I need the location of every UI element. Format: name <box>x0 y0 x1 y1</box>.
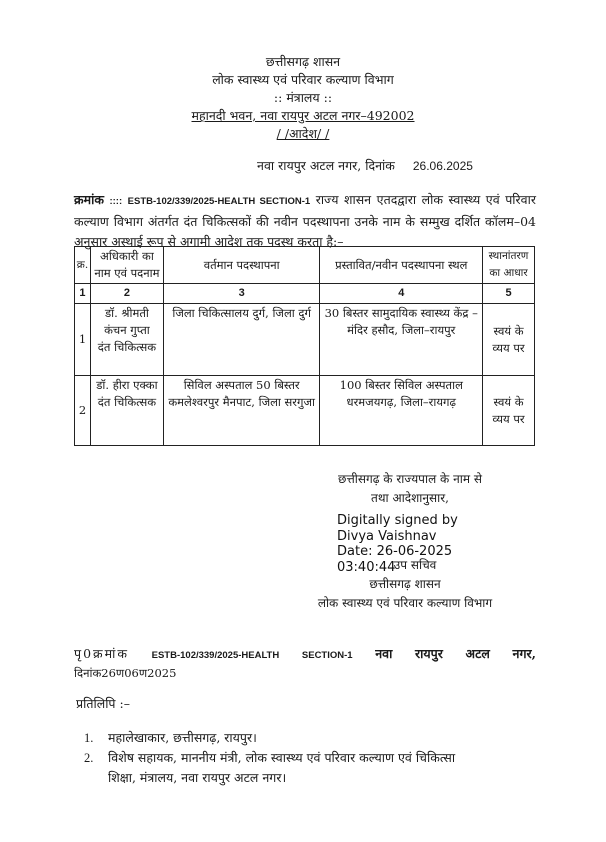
dateline-place: नवा रायपुर अटल नगर, दिनांक <box>257 158 395 173</box>
header-ministry: :: मंत्रालय :: <box>273 90 333 105</box>
cell-sno: 1 <box>75 304 91 376</box>
signatory-government: छत्तीसगढ़ शासन <box>369 577 441 591</box>
dateline-date: 26.06.2025 <box>412 159 473 173</box>
endorsement-place-3: अटल <box>465 646 490 661</box>
column-number: 3 <box>163 284 320 304</box>
signatory-designation: उप सचिव <box>393 558 437 572</box>
column-number: 1 <box>75 284 91 304</box>
cell-basis: स्वयं के व्यय पर <box>483 304 535 376</box>
header-order-title <box>0 124 606 144</box>
posting-table <box>74 246 535 446</box>
signatory-department: लोक स्वास्थ्य एवं परिवार कल्याण विभाग <box>317 596 493 610</box>
list-item-text: महालेखाकार, छत्तीसगढ़, रायपुर। <box>108 730 257 745</box>
officer-name: डॉ. हीरा एक्का <box>96 378 158 392</box>
order-reference: ESTB-102/339/2025-HEALTH SECTION-1 <box>127 196 311 207</box>
header-sno: क्र. <box>75 247 91 284</box>
endorsement-date-text: दिनांक26ण06ण2025 <box>74 666 177 680</box>
endorsement-line <box>74 645 536 665</box>
table-header-row <box>75 247 535 284</box>
authority-block <box>290 470 530 508</box>
list-item-continuation: शिक्षा, मंत्रालय, नवा रायपुर अटल नगर। <box>108 770 287 785</box>
signature-line-2: Divya Vaishnav <box>337 528 437 544</box>
list-item-number: 2. <box>84 751 94 765</box>
copy-to-label: प्रतिलिपि :– <box>76 696 130 711</box>
order-paragraph <box>74 190 536 252</box>
column-number: 4 <box>320 284 483 304</box>
signature-line-4: 03:40:44 <box>337 559 396 575</box>
endorsement-place-2: रायपुर <box>415 646 443 661</box>
officer-name: डॉ. श्रीमती कंचन गुप्ता <box>104 306 150 337</box>
endorsement-label: पृ0क्रमांक <box>74 646 129 661</box>
address-text: महानदी भवन, नवा रायपुर अटल नगर–492002 <box>191 108 415 123</box>
table-row <box>75 376 535 446</box>
cell-current-posting: सिविल अस्पताल 50 बिस्तर कमलेश्वरपुर मैनपाट, जिला सरगुजा <box>163 376 320 446</box>
cell-current-posting: जिला चिकित्सालय दुर्ग, जिला दुर्ग <box>163 304 320 376</box>
column-number: 2 <box>90 284 163 304</box>
header-proposed-posting: प्रस्तावित/नवीन पदस्थापना स्थल <box>320 247 483 284</box>
endorsement-place-4: नगर, <box>512 646 536 661</box>
header-officer: अधिकारी का नाम एवं पदनाम <box>90 247 163 284</box>
officer-designation: दंत चिकित्सक <box>97 340 157 354</box>
endorsement-date <box>74 664 176 682</box>
cell-officer <box>90 376 163 446</box>
authority-line-1: छत्तीसगढ़ के राज्यपाल के नाम से <box>338 472 482 486</box>
copy-to-list <box>84 728 544 787</box>
list-item-number: 1. <box>84 731 94 745</box>
table-row <box>75 304 535 376</box>
cell-proposed-posting: 100 बिस्तर सिविल अस्पताल धरमजयगढ़, जिला–रायगढ़ <box>320 376 483 446</box>
kramank-separator: :::: <box>109 196 123 207</box>
order-text: राज्य शासन एतदद्वारा लोक स्वास्थ्य एवं परिवार कल्याण विभाग अंतर्गत दंत चिकित्सकों की नवीन पदस्थापना उनके नाम के सम्मुख दर्शित कॉलम–04 अनुसार अस्थाई रूप से अगामी आदेश तक पदस्थ करता है:– <box>74 192 536 249</box>
list-item <box>84 748 544 768</box>
column-number-row <box>75 284 535 304</box>
authority-line-2: तथा आदेशानुसार, <box>371 491 449 505</box>
list-item-text: विशेष सहायक, माननीय मंत्री, लोक स्वास्थ्य एवं परिवार कल्याण एवं चिकित्सा <box>108 750 456 765</box>
endorsement-reference: ESTB-102/339/2025-HEALTH <box>151 650 280 661</box>
endorsement-section: SECTION-1 <box>301 650 353 661</box>
order-title-text: / /आदेश/ / <box>276 126 330 141</box>
officer-designation: दंत चिकित्सक <box>97 395 157 409</box>
cell-officer <box>90 304 163 376</box>
header-basis: स्थानांतरण का आधार <box>483 247 535 284</box>
cell-proposed-posting: 30 बिस्तर सामुदायिक स्वास्थ्य केंद्र – मंदिर हसौद, जिला–रायपुर <box>320 304 483 376</box>
dateline <box>257 156 473 176</box>
header-current-posting: वर्तमान पदस्थापना <box>163 247 320 284</box>
endorsement-place-1: नवा <box>375 646 393 661</box>
signatory-block <box>280 556 530 613</box>
header-department: लोक स्वास्थ्य एवं परिवार कल्याण विभाग <box>212 72 394 87</box>
header-government: छत्तीसगढ़ शासन <box>265 54 341 69</box>
header-address <box>0 106 606 126</box>
cell-basis: स्वयं के व्यय पर <box>483 376 535 446</box>
cell-sno: 2 <box>75 376 91 446</box>
column-number: 5 <box>483 284 535 304</box>
kramank-label: क्रमांक <box>74 192 104 207</box>
signature-line-3: Date: 26-06-2025 <box>337 544 453 559</box>
list-item <box>84 728 544 748</box>
signature-line-1: Digitally signed by <box>337 513 458 528</box>
